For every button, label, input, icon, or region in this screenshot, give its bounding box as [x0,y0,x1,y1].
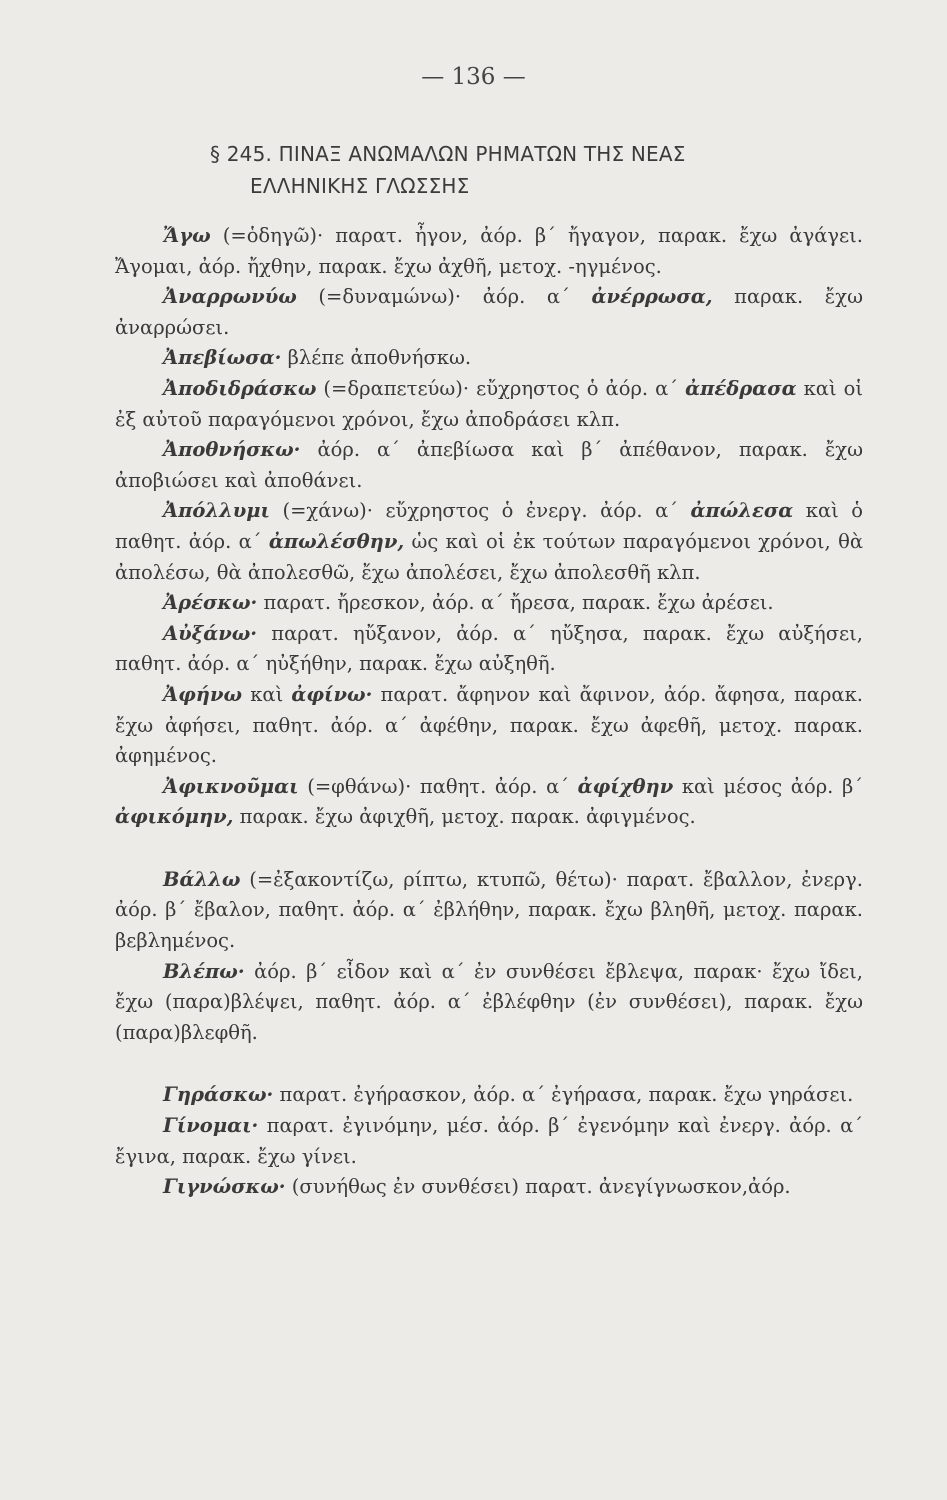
verb-forms-text: παρατ. ἐγινόμην, μέσ. ἀόρ. β΄ ἐγενόμην καὶ ἐνεργ. ἀόρ. α΄ ἔγινα, παρακ. ἔχω γίνει. [115,1114,863,1168]
verb-headword: Γίνομαι· [163,1114,259,1138]
verb-headword: Ἀρέσκω· [163,591,258,615]
verb-headword: ἀπώλεσα [690,499,794,523]
verb-headword: Ἀποδιδράσκω [163,376,317,400]
verb-headword: Βάλλω [163,867,241,891]
verb-forms-text: καὶ οἱ ἐξ αὐτοῦ παραγόμενοι χρόνοι, ἔχω ἀποδράσει κλπ. [115,376,863,431]
verb-forms-text: ἀόρ. α΄ ἀπεβίωσα καὶ β΄ ἀπέθανον, παρακ. ἔχω ἀποβιώσει καὶ ἀποθάνει. [115,438,863,492]
verb-forms-text: (=δραπετεύω)· εὔχρηστος ὁ ἀόρ. α΄ [316,376,686,400]
verb-entry [115,1111,863,1172]
verb-forms-text: βλέπε ἀποθνήσκω. [281,346,472,370]
verb-headword: Ἀπεβίωσα· [163,346,282,370]
verb-entry [115,435,863,496]
verb-forms-text: παρατ. ἐγήρασκον, ἀόρ. α΄ ἐγήρασα, παρακ. ἔχω γηράσει. [273,1083,854,1107]
verb-headword: ἀφικόμην, [115,805,234,829]
verb-headword: Ἀναρρωνύω [163,285,297,309]
verb-headword: ἀφίχθην [577,774,674,798]
verb-headword: ἀπωλέσθην, [268,529,405,553]
verb-headword: Ἄγω [163,224,211,247]
verb-forms-text: (=ἐξακοντίζω, ρίπτω, κτυπῶ, θέτω)· παρατ. ἔβαλλον, ἐνεργ. ἀόρ. β΄ ἔβαλον, παθητ. ἀόρ. α΄ ἐβλήθην, παρακ. ἔχω βληθῆ, μετοχ. παρακ. βεβλημένος. [115,867,863,953]
verb-headword: Βλέπω· [163,959,245,983]
verb-headword: Ἀφικνοῦμαι [163,774,299,798]
verb-table-body [115,221,863,1203]
verb-forms-text: (=χάνω)· εὔχρηστος ὁ ἐνεργ. ἀόρ. α΄ [270,499,691,523]
verb-entry [115,1172,863,1203]
verb-forms-text: παρατ. ἤρεσκον, ἀόρ. α΄ ἤρεσα, παρακ. ἔχω ἀρέσει. [257,591,774,615]
verb-headword: Ἀπόλλυμι [163,499,270,523]
verb-headword: ἀπέδρασα [685,376,797,400]
heading-line-2: ΕΛΛΗΝΙΚΗΣ ΓΛΩΣΣΗΣ [250,174,470,198]
verb-entry [115,282,863,343]
verb-forms-text: (=φθάνω)· παθητ. ἀόρ. α΄ [298,774,578,798]
verb-entry [115,1080,863,1111]
verb-forms-text: (συνήθως ἐν συνθέσει) παρατ. ἀνεγίγνωσκον,ἀόρ. [285,1175,791,1199]
verb-forms-text: παρακ. ἔχω ἀναρρώσει. [115,285,863,339]
verb-forms-text: παρατ. ηὔξανον, ἀόρ. α΄ ηὔξησα, παρακ. ἔχω αὐξήσει, παθητ. ἀόρ. α΄ ηὐξήθην, παρακ. ἔχω αὐξηθῆ. [115,621,863,676]
verb-headword: Γηράσκω· [163,1083,274,1107]
verb-headword: ἀνέρρωσα, [591,285,713,309]
section-heading [210,138,810,202]
verb-headword: ἀφίνω· [291,682,373,706]
verb-entry [115,588,863,619]
verb-forms-text: παρατ. ἄφηνον καὶ ἄφινον, ἀόρ. ἄφησα, παρακ. ἔχω ἀφήσει, παθητ. ἀόρ. α΄ ἀφέθην, παρακ. ἔχω ἀφεθῆ, μετοχ. παρακ. ἀφημένος. [115,682,863,768]
verb-entry [115,619,863,680]
verb-entry [115,343,863,374]
verb-entry [115,772,863,833]
verb-entry [115,496,863,588]
verb-headword: Ἀποθνήσκω· [163,438,301,462]
verb-headword: Γιγνώσκω· [163,1175,286,1199]
verb-forms-text: παρακ. ἔχω ἀφιχθῆ, μετοχ. παρακ. ἀφιγμένος. [233,805,696,829]
heading-line-1: § 245. ΠΙΝΑΞ ΑΝΩΜΑΛΩΝ ΡΗΜΑΤΩΝ ΤΗΣ ΝΕΑΣ [210,142,686,166]
verb-headword: Ἀφήνω [163,682,243,706]
verb-forms-text: (=δυναμώνω)· ἀόρ. α΄ [296,285,592,309]
verb-entry [115,374,863,435]
verb-forms-text: ὡς καὶ οἱ ἐκ τούτων παραγόμενοι χρόνοι, θὰ ἀπολέσω, θὰ ἀπολεσθῶ, ἔχω ἀπολέσει, ἔχω ἀπολεσθῆ κλπ. [115,529,863,584]
verb-forms-text: (=ὁδηγῶ)· παρατ. ἦγον, ἀόρ. β΄ ἤγαγον, παρακ. ἔχω ἀγάγει. Ἄγομαι, ἀόρ. ἤχθην, παρακ. ἔχω ἀχθῆ, μετοχ. -ηγμένος. [115,224,863,278]
verb-entry [115,221,863,282]
verb-forms-text: καὶ [242,682,292,706]
verb-forms-text: καὶ ὁ παθητ. ἀόρ. α΄ [115,499,864,553]
verb-entry [115,957,863,1049]
verb-forms-text: ἀόρ. β΄ εἶδον καὶ α΄ ἐν συνθέσει ἔβλεψα, παρακ· ἔχω ἴδει, ἔχω (παρα)βλέψει, παθητ. ἀόρ. α΄ ἐβλέφθην (ἐν συνθέσει), παρακ. ἔχω (παρα)βλεφθῆ. [115,959,863,1044]
verb-entry [115,865,863,957]
page-number: — 136 — [421,64,526,90]
verb-forms-text: καὶ μέσος ἀόρ. β΄ [673,774,863,798]
verb-headword: Αὐξάνω· [163,621,258,645]
verb-entry [115,680,863,772]
